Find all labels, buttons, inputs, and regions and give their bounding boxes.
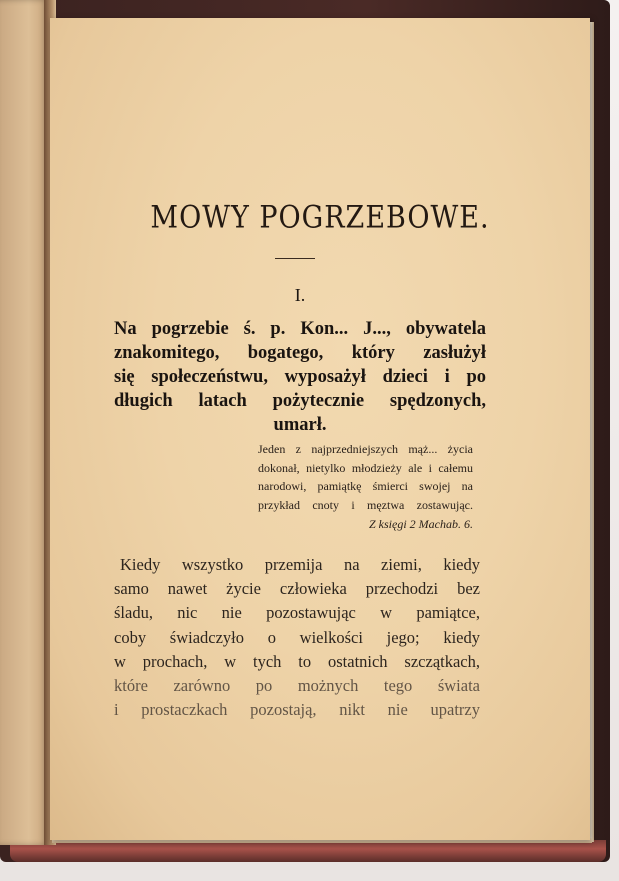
body-line: Kiedy wszystko przemija na ziemi, kiedy — [120, 555, 480, 574]
heading-line: się społeczeństwu, wyposażył dzieci i po — [114, 367, 486, 387]
epigraph — [258, 440, 473, 535]
section-numeral: I. — [294, 285, 306, 305]
title-rule — [275, 258, 315, 259]
body-line: i prostaczkach pozostają, nikt nie upatrzy — [114, 700, 480, 720]
body-line: w prochach, w tych to ostatnich szczątkach, — [114, 651, 480, 671]
body-line: samo nawet życie człowieka przechodzi bez — [114, 579, 480, 599]
page-title: MOWY POGRZEBOWE. — [150, 200, 490, 236]
body-line: coby świadczyło o wielkości jego; kiedy — [114, 627, 480, 647]
body-line: śladu, nic nie pozostawując w pamiątce, — [114, 603, 480, 623]
heading-line: długich latach pożytecznie spędzonych, — [114, 391, 486, 411]
heading-line: Na pogrzebie ś. p. Kon... J..., obywatela — [114, 319, 486, 339]
body-line: które zarówno po możnych tego świata — [114, 675, 480, 695]
cover-bottom-edge — [10, 840, 606, 862]
heading-line: umarł. — [273, 415, 327, 435]
left-page — [0, 0, 49, 845]
heading-line: znakomitego, bogatego, który zasłużył — [114, 343, 486, 363]
epigraph-line: dokonał, nietylko młodzieży ale i całemu — [258, 460, 473, 475]
section-heading — [114, 317, 486, 437]
epigraph-line: Jeden z najprzedniejszych mąż... życia — [258, 442, 473, 456]
epigraph-line: narodowi, pamiątkę śmierci swojej na — [258, 479, 473, 493]
body-text — [114, 553, 480, 722]
epigraph-citation: Z księgi 2 Machab. 6. — [369, 517, 473, 531]
epigraph-line: przykład cnoty i męztwa zostawując. — [258, 497, 473, 512]
